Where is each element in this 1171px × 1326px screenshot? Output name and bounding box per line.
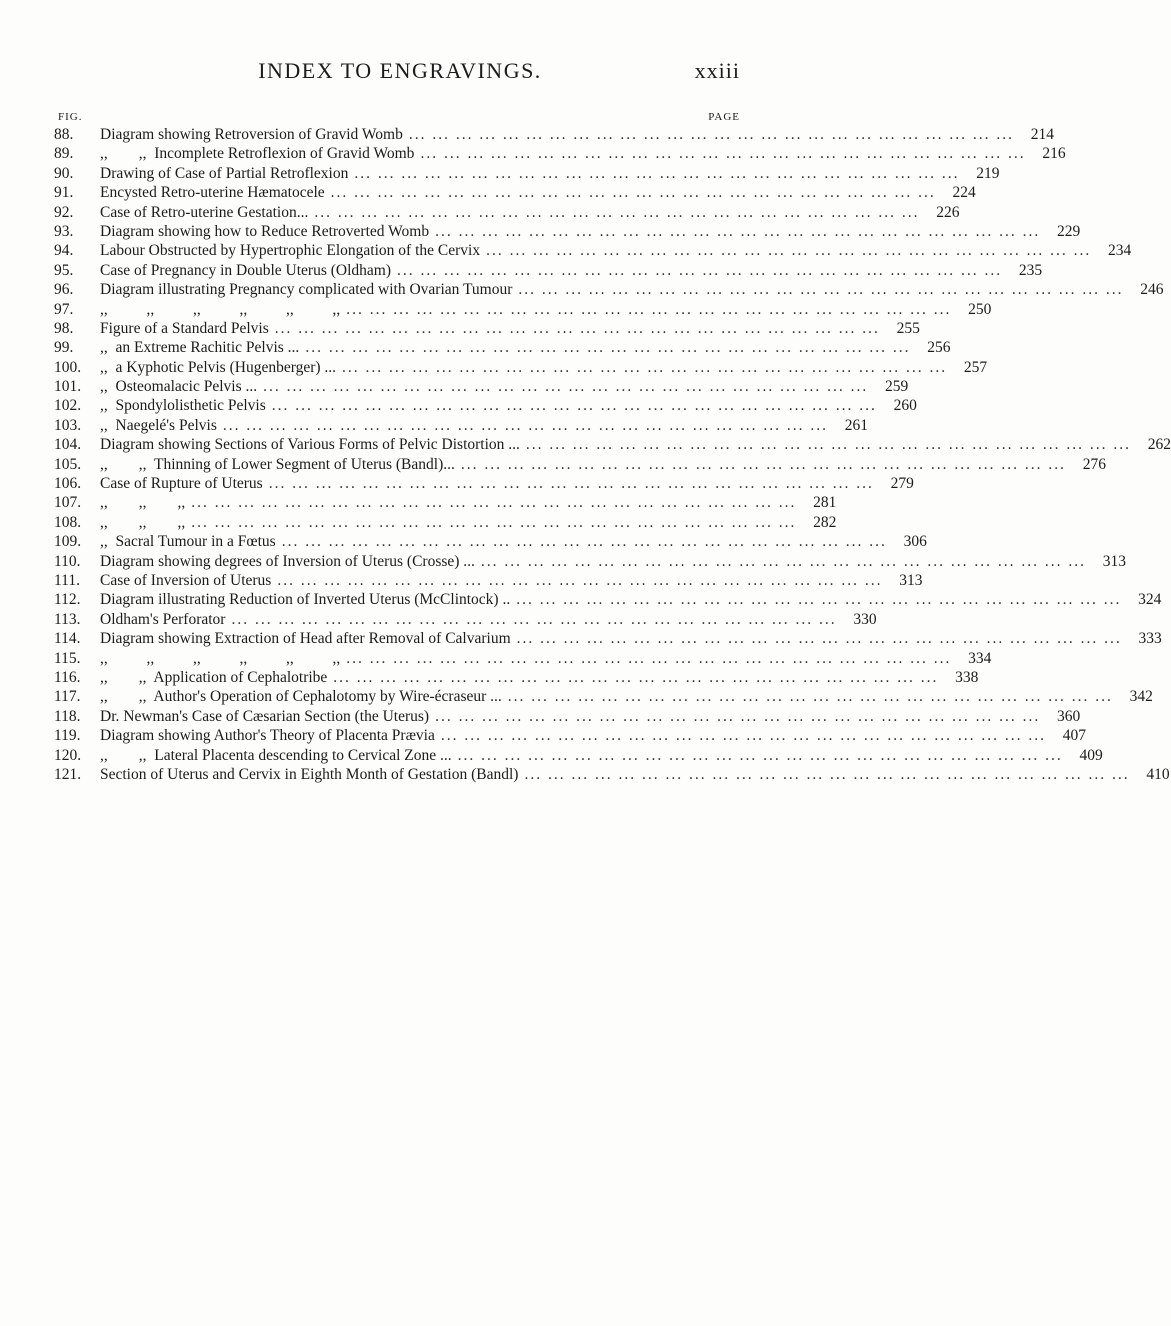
page-reference: 281 bbox=[813, 494, 837, 512]
figure-number: 101. bbox=[54, 378, 82, 396]
figure-number: 116. bbox=[54, 668, 81, 686]
index-entry bbox=[54, 242, 1132, 261]
entry-title: Diagram showing how to Reduce Retroverted Womb bbox=[100, 222, 430, 240]
page-reference: 333 bbox=[1138, 630, 1162, 648]
page-reference: 229 bbox=[1056, 222, 1081, 240]
entry-title: Section of Uterus and Cervix in Eighth Month of Gestation (Bandl) bbox=[100, 765, 519, 783]
entry-title: Case of Rupture of Uterus bbox=[100, 475, 263, 493]
dot-leader bbox=[458, 747, 1063, 765]
entry-title: Diagram illustrating Reduction of Inverted Uterus (McClintock) .. bbox=[100, 591, 511, 609]
page-reference: 324 bbox=[1138, 591, 1162, 609]
index-entry bbox=[54, 649, 992, 669]
figure-number: 105. bbox=[54, 455, 82, 473]
entry-title: ,, ,, ,, bbox=[100, 494, 186, 512]
entry-title: Encysted Retro-uterine Hæmatocele bbox=[100, 184, 325, 202]
page-reference: 330 bbox=[853, 610, 877, 628]
page-reference: 410 bbox=[1146, 765, 1170, 783]
figure-number: 100. bbox=[54, 358, 82, 376]
figure-number: 95. bbox=[54, 261, 74, 279]
entry-title: ,, ,, Thinning of Lower Segment of Uterus (Bandl)... bbox=[100, 455, 455, 473]
index-entry bbox=[54, 416, 868, 436]
index-entry bbox=[54, 475, 914, 494]
figure-number: 108. bbox=[54, 513, 82, 531]
entry-title: Diagram showing Sections of Various Forms of Pelvic Distortion ... bbox=[100, 436, 520, 454]
figure-number: 117. bbox=[54, 688, 81, 706]
index-entry bbox=[54, 300, 992, 320]
entry-title: ,, a Kyphotic Pelvis (Hugenberger) ... bbox=[100, 358, 337, 376]
dot-leader bbox=[441, 727, 1046, 745]
page-reference: 255 bbox=[896, 319, 920, 337]
page-reference: 257 bbox=[963, 358, 988, 376]
dot-leader bbox=[397, 262, 1002, 280]
page-reference: 334 bbox=[968, 649, 992, 667]
entry-title: Diagram illustrating Pregnancy complicated with Ovarian Tumour bbox=[100, 281, 513, 299]
dot-leader bbox=[282, 533, 887, 551]
index-entry bbox=[54, 533, 927, 552]
index-entry bbox=[54, 222, 1081, 242]
page-reference: 234 bbox=[1107, 242, 1132, 260]
dot-leader bbox=[461, 456, 1066, 474]
page-reference: 259 bbox=[885, 378, 909, 396]
index-entry bbox=[54, 727, 1086, 746]
entry-title: Dr. Newman's Case of Cæsarian Section (the Uterus) bbox=[100, 707, 430, 725]
index-entry bbox=[54, 436, 1171, 455]
page-title: INDEX TO ENGRAVINGS. bbox=[258, 58, 542, 83]
page-reference: 219 bbox=[976, 164, 1000, 182]
index-entry bbox=[54, 610, 877, 630]
figure-number: 110. bbox=[54, 552, 81, 570]
entry-title: Figure of a Standard Pelvis bbox=[100, 319, 269, 337]
page-reference: 226 bbox=[936, 203, 960, 221]
index-entry bbox=[54, 455, 1106, 475]
figure-number: 93. bbox=[54, 222, 74, 240]
column-headings bbox=[58, 111, 740, 125]
dot-leader bbox=[272, 397, 877, 415]
index-entry bbox=[54, 261, 1043, 281]
figure-number: 121. bbox=[54, 765, 82, 783]
figure-number: 90. bbox=[54, 164, 74, 182]
index-entry bbox=[54, 164, 1000, 184]
page-reference: 224 bbox=[952, 184, 976, 202]
entry-title: Diagram showing degrees of Inversion of Uterus (Crosse) ... bbox=[100, 552, 475, 570]
figure-number: 111. bbox=[54, 571, 80, 589]
fig-column-heading: FIG. bbox=[58, 111, 83, 123]
entry-title: ,, ,, Application of Cephalotribe bbox=[100, 668, 328, 686]
page-reference: 246 bbox=[1140, 281, 1164, 299]
page-reference: 338 bbox=[955, 668, 979, 686]
dot-leader bbox=[333, 669, 938, 687]
dot-leader bbox=[342, 359, 947, 377]
index-entry bbox=[54, 571, 923, 591]
dot-leader bbox=[517, 630, 1122, 648]
dot-leader bbox=[269, 475, 874, 493]
dot-leader bbox=[275, 320, 880, 338]
dot-leader bbox=[508, 688, 1113, 706]
index-entry bbox=[54, 746, 1103, 766]
page-reference: 260 bbox=[893, 397, 917, 415]
entry-title: Case of Retro-uterine Gestation... bbox=[100, 203, 309, 221]
dot-leader bbox=[516, 591, 1121, 609]
index-entry bbox=[54, 203, 960, 223]
figure-number: 88. bbox=[54, 126, 74, 143]
figure-number: 94. bbox=[54, 242, 74, 260]
dot-leader bbox=[526, 436, 1131, 454]
entry-title: ,, an Extreme Rachitic Pelvis ... bbox=[100, 339, 300, 357]
page-reference: 313 bbox=[899, 571, 923, 589]
page-reference: 279 bbox=[890, 475, 914, 493]
figure-number: 115. bbox=[54, 649, 81, 667]
entry-title: Labour Obstructed by Hypertrophic Elongation of the Cervix bbox=[100, 242, 481, 260]
page-reference: 216 bbox=[1042, 145, 1066, 163]
figure-number: 107. bbox=[54, 494, 82, 512]
entry-title: Case of Pregnancy in Double Uterus (Oldham) bbox=[100, 261, 391, 279]
figure-number: 99. bbox=[54, 339, 74, 357]
running-header bbox=[0, 58, 800, 88]
figure-number: 91. bbox=[54, 184, 74, 202]
entry-title: ,, ,, ,, bbox=[100, 513, 186, 531]
entry-title: Diagram showing Author's Theory of Placenta Prævia bbox=[100, 727, 435, 745]
page-reference: 360 bbox=[1056, 707, 1081, 725]
figure-number: 89. bbox=[54, 145, 74, 163]
dot-leader bbox=[481, 553, 1086, 571]
page-reference: 250 bbox=[968, 300, 992, 318]
entry-title: ,, ,, Lateral Placenta descending to Cervical Zone ... bbox=[100, 746, 452, 764]
index-entry bbox=[54, 765, 1170, 785]
dot-leader bbox=[524, 766, 1129, 784]
index-entry bbox=[54, 630, 1162, 649]
dot-leader bbox=[191, 514, 796, 532]
figure-number: 92. bbox=[54, 203, 74, 221]
dot-leader bbox=[277, 572, 882, 590]
dot-leader bbox=[191, 494, 796, 512]
figure-number: 119. bbox=[54, 727, 81, 745]
dot-leader bbox=[346, 650, 951, 668]
entry-title: ,, ,, Author's Operation of Cephalotomy by Wire-écraseur ... bbox=[100, 688, 502, 706]
figure-number: 120. bbox=[54, 746, 82, 764]
entry-title: Case of Inversion of Uterus bbox=[100, 571, 272, 589]
figure-number: 113. bbox=[54, 610, 81, 628]
figure-number: 109. bbox=[54, 533, 82, 551]
page-column-heading: PAGE bbox=[708, 111, 740, 123]
page-reference: 342 bbox=[1129, 688, 1153, 706]
figure-number: 98. bbox=[54, 319, 74, 337]
figure-number: 112. bbox=[54, 591, 81, 609]
dot-leader bbox=[518, 281, 1123, 299]
figure-number: 103. bbox=[54, 416, 82, 434]
page-reference: 313 bbox=[1102, 552, 1127, 570]
page-reference: 407 bbox=[1062, 727, 1086, 745]
page-reference: 235 bbox=[1018, 261, 1043, 279]
index-entry bbox=[54, 145, 1066, 164]
page-reference: 256 bbox=[927, 339, 951, 357]
page-reference: 262 bbox=[1147, 436, 1171, 454]
dot-leader bbox=[409, 126, 1014, 144]
entry-title: ,, Naegelé's Pelvis bbox=[100, 416, 217, 434]
roman-page-number: xxiii bbox=[694, 58, 740, 83]
page-reference: 409 bbox=[1079, 746, 1103, 764]
index-entry bbox=[54, 378, 909, 397]
index-entry bbox=[54, 552, 1127, 572]
dot-leader bbox=[305, 339, 910, 357]
figure-number: 96. bbox=[54, 281, 74, 299]
entry-title: Diagram showing Extraction of Head after Removal of Calvarium bbox=[100, 630, 511, 648]
index-entry bbox=[54, 339, 951, 358]
index-entry bbox=[54, 591, 1162, 610]
page-reference: 261 bbox=[844, 416, 868, 434]
page-reference: 214 bbox=[1030, 126, 1054, 143]
page-reference: 282 bbox=[813, 513, 837, 531]
figure-number: 114. bbox=[54, 630, 81, 648]
index-entry bbox=[54, 319, 920, 339]
dot-leader bbox=[346, 301, 951, 319]
figure-number: 118. bbox=[54, 707, 81, 725]
dot-leader bbox=[314, 204, 919, 222]
dot-leader bbox=[231, 611, 836, 629]
figure-number: 106. bbox=[54, 475, 82, 493]
index-entry bbox=[54, 707, 1081, 727]
figure-number: 104. bbox=[54, 436, 82, 454]
index-entry bbox=[54, 358, 988, 378]
dot-leader bbox=[354, 165, 959, 183]
page-reference: 306 bbox=[903, 533, 927, 551]
dot-leader bbox=[331, 184, 936, 202]
entry-title: Drawing of Case of Partial Retroflexion bbox=[100, 164, 349, 182]
entry-title: ,, ,, ,, ,, ,, ,, bbox=[100, 649, 341, 667]
entry-title: ,, ,, ,, ,, ,, ,, bbox=[100, 300, 341, 318]
engravings-index-list bbox=[54, 126, 1171, 785]
entry-title: ,, Osteomalacic Pelvis ... bbox=[100, 378, 258, 396]
dot-leader bbox=[435, 223, 1040, 241]
figure-number: 102. bbox=[54, 397, 82, 415]
page-reference: 276 bbox=[1082, 455, 1106, 473]
entry-title: Oldham's Perforator bbox=[100, 610, 226, 628]
dot-leader bbox=[263, 378, 868, 396]
dot-leader bbox=[223, 417, 828, 435]
entry-title: ,, ,, Incomplete Retroflexion of Gravid Womb bbox=[100, 145, 415, 163]
dot-leader bbox=[435, 708, 1040, 726]
dot-leader bbox=[486, 242, 1091, 260]
index-entry bbox=[54, 513, 837, 533]
index-entry bbox=[54, 688, 1153, 707]
entry-title: Diagram showing Retroversion of Gravid Womb bbox=[100, 126, 403, 143]
entry-title: ,, Sacral Tumour in a Fœtus bbox=[100, 533, 276, 551]
figure-number: 97. bbox=[54, 300, 74, 318]
entry-title: ,, Spondylolisthetic Pelvis bbox=[100, 397, 266, 415]
index-entry bbox=[54, 281, 1164, 300]
index-entry bbox=[54, 184, 976, 203]
index-entry bbox=[54, 397, 917, 416]
dot-leader bbox=[420, 145, 1025, 163]
index-entry bbox=[54, 668, 979, 688]
index-entry bbox=[54, 126, 1054, 145]
index-entry bbox=[54, 494, 837, 513]
